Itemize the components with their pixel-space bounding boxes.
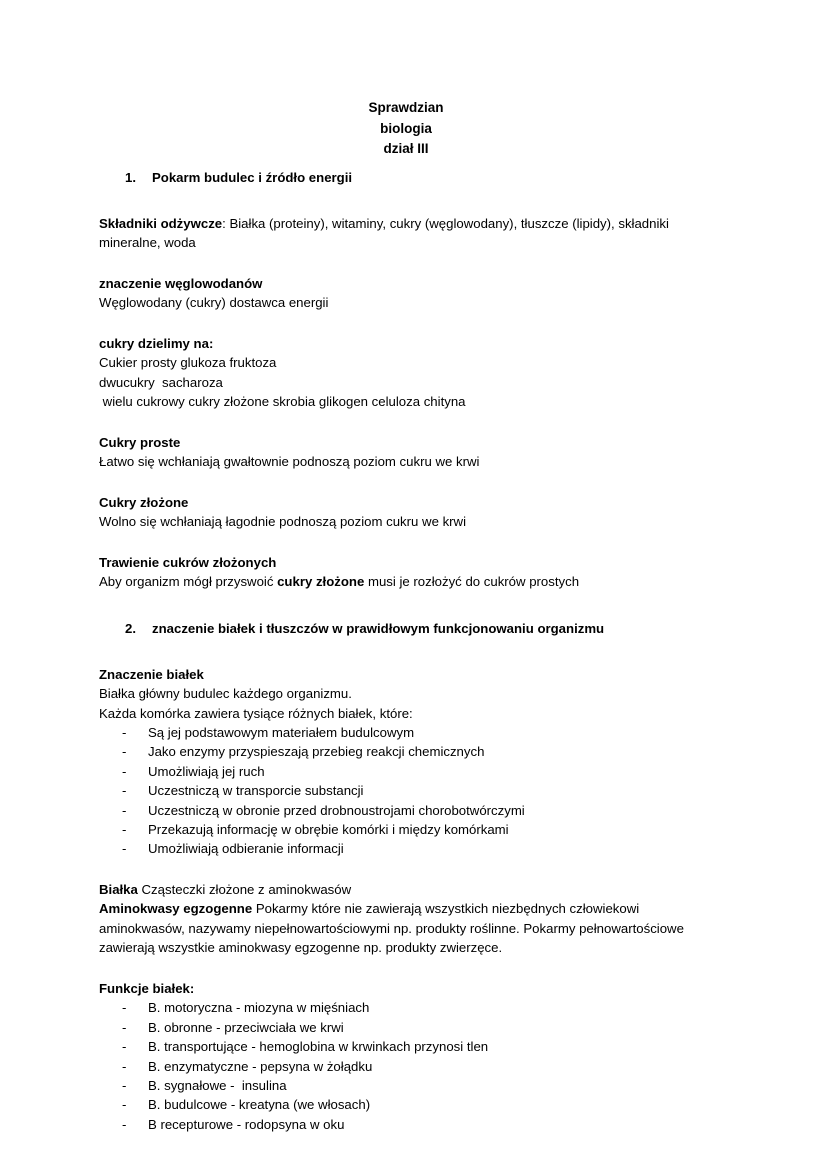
protein-functions-heading: Funkcje białek: (99, 980, 195, 996)
nutrients-paragraph (99, 214, 713, 253)
list-item-text: Uczestniczą w transporcie substancji (148, 783, 364, 799)
list-item (99, 820, 713, 839)
dash-bullet-icon: - (122, 1116, 127, 1132)
sugar-division-line-3: wielu cukrowy cukry złożone skrobia glikogen celuloza chityna (99, 394, 466, 409)
list-item (99, 1057, 713, 1076)
carbs-meaning-block (99, 274, 713, 313)
list-item-text: B. obronne - przeciwciała we krwi (148, 1019, 344, 1035)
dash-bullet-icon: - (122, 725, 127, 740)
proteins-meaning-line-1: Białka główny budulec każdego organizmu. (99, 686, 352, 701)
list-item (99, 998, 713, 1017)
spacer (99, 472, 713, 493)
document-body (99, 98, 713, 1134)
section-2-heading-list (99, 619, 713, 638)
proteins-meaning-bullets (99, 723, 713, 859)
spacer (99, 859, 713, 880)
list-item-text: B. enzymatyczne - pepsyna w żołądku (148, 1058, 373, 1074)
sugar-division-line-2: dwucukry sacharoza (99, 374, 223, 390)
list-item (99, 1037, 713, 1056)
title-line-3: dział III (383, 141, 429, 156)
title-line-2: biologia (380, 120, 432, 136)
dash-bullet-icon: - (122, 744, 127, 760)
list-item-text: B. sygnałowe - insulina (148, 1077, 287, 1093)
list-item-text: B recepturowe - rodopsyna w oku (148, 1116, 345, 1132)
dash-bullet-icon: - (122, 1000, 127, 1016)
exogenous-amino-text: Pokarmy które nie zawierają wszystkich niezbędnych człowiekowi aminokwasów, nazywamy niepełnowartościowymi np. produkty roślinne. Pokarmy pełnowartościowe zawierają wszystkie aminokwasy egzogenne np. produkty zwierzęce. (99, 901, 684, 956)
list-item (99, 839, 713, 858)
dash-bullet-icon: - (122, 783, 127, 799)
list-item-text: Są jej podstawowym materiałem budulcowym (148, 725, 415, 740)
spacer (99, 313, 713, 334)
simple-sugars-heading: Cukry proste (99, 434, 181, 450)
list-item-text: Umożliwiają odbieranie informacji (148, 841, 344, 857)
title-line-1: Sprawdzian (368, 100, 444, 115)
exogenous-amino-label: Aminokwasy egzogenne (99, 901, 253, 917)
carbs-meaning-line: Węglowodany (cukry) dostawca energii (99, 295, 329, 310)
carbs-meaning-heading: znaczenie węglowodanów (99, 275, 263, 291)
exogenous-amino-paragraph (99, 899, 713, 958)
list-item (99, 801, 713, 820)
spacer (99, 638, 713, 665)
proteins-definition-text: Cząsteczki złożone z aminokwasów (137, 881, 352, 897)
digestion-block (99, 553, 713, 592)
simple-sugars-block (99, 433, 713, 472)
spacer (99, 253, 713, 274)
proteins-definition-paragraph (99, 880, 713, 900)
document-title (99, 98, 713, 160)
list-item (99, 723, 713, 742)
sugar-division-block (99, 334, 713, 412)
list-item-text: Umożliwiają jej ruch (148, 763, 265, 779)
nutrients-text: : Białka (proteiny), witaminy, cukry (węglowodany), tłuszcze (lipidy), składniki mineralne, woda (99, 215, 669, 250)
list-item-text: Uczestniczą w obronie przed drobnoustrojami chorobotwórczymi (148, 802, 525, 818)
proteins-meaning-line-2: Każda komórka zawiera tysiące różnych białek, które: (99, 705, 413, 721)
list-item-text: B. transportujące - hemoglobina w krwinkach przynosi tlen (148, 1039, 489, 1055)
list-item (99, 781, 713, 800)
proteins-definition-label: Białka (99, 881, 138, 897)
sugar-division-line-1: Cukier prosty glukoza fruktoza (99, 355, 277, 370)
digestion-text-bold: cukry złożone (277, 574, 365, 589)
list-item-text: B. motoryczna - miozyna w mięśniach (148, 1000, 370, 1016)
dash-bullet-icon: - (122, 802, 127, 818)
list-item-text: Jako enzymy przyspieszają przebieg reakcji chemicznych (148, 744, 485, 760)
protein-functions-bullets (99, 998, 713, 1134)
dash-bullet-icon: - (122, 1019, 127, 1035)
list-item (99, 762, 713, 781)
proteins-meaning-heading: Znaczenie białek (99, 666, 204, 682)
dash-bullet-icon: - (122, 1058, 127, 1074)
dash-bullet-icon: - (122, 763, 127, 779)
sugar-division-heading: cukry dzielimy na: (99, 335, 214, 351)
list-item (99, 1095, 713, 1114)
dash-bullet-icon: - (122, 1097, 127, 1113)
nutrients-label: Składniki odżywcze (99, 215, 223, 231)
section-2-number: 2. (125, 620, 136, 636)
dash-bullet-icon: - (122, 841, 127, 857)
complex-sugars-line: Wolno się wchłaniają łagodnie podnoszą poziom cukru we krwi (99, 514, 467, 529)
digestion-heading: Trawienie cukrów złożonych (99, 554, 277, 570)
dash-bullet-icon: - (122, 822, 127, 838)
list-item-text: B. budulcowe - kreatyna (we włosach) (148, 1097, 371, 1113)
spacer (99, 187, 713, 214)
list-item (99, 1115, 713, 1134)
digestion-text-after: musi je rozłożyć do cukrów prostych (364, 574, 580, 589)
digestion-line (99, 572, 713, 592)
spacer (99, 592, 713, 619)
spacer (99, 532, 713, 553)
spacer (99, 958, 713, 979)
dash-bullet-icon: - (122, 1039, 127, 1055)
section-1-heading (99, 168, 713, 187)
simple-sugars-line: Łatwo się wchłaniają gwałtownie podnoszą poziom cukru we krwi (99, 454, 480, 469)
section-2-heading (99, 619, 713, 638)
digestion-text-before: Aby organizm mógł przyswoić (99, 574, 278, 589)
section-1-heading-text: Pokarm budulec i źródło energii (152, 169, 353, 185)
dash-bullet-icon: - (122, 1077, 127, 1093)
section-1-number: 1. (125, 169, 136, 185)
list-item (99, 1076, 713, 1095)
complex-sugars-block (99, 493, 713, 532)
list-item (99, 1018, 713, 1037)
complex-sugars-heading: Cukry złożone (99, 494, 189, 510)
list-item (99, 742, 713, 761)
section-1-heading-list (99, 168, 713, 187)
section-2-heading-text: znaczenie białek i tłuszczów w prawidłowym funkcjonowaniu organizmu (152, 620, 605, 636)
proteins-meaning-block (99, 665, 713, 724)
spacer (99, 412, 713, 433)
protein-functions-block (99, 979, 713, 999)
list-item-text: Przekazują informację w obrębie komórki i między komórkami (148, 822, 509, 838)
